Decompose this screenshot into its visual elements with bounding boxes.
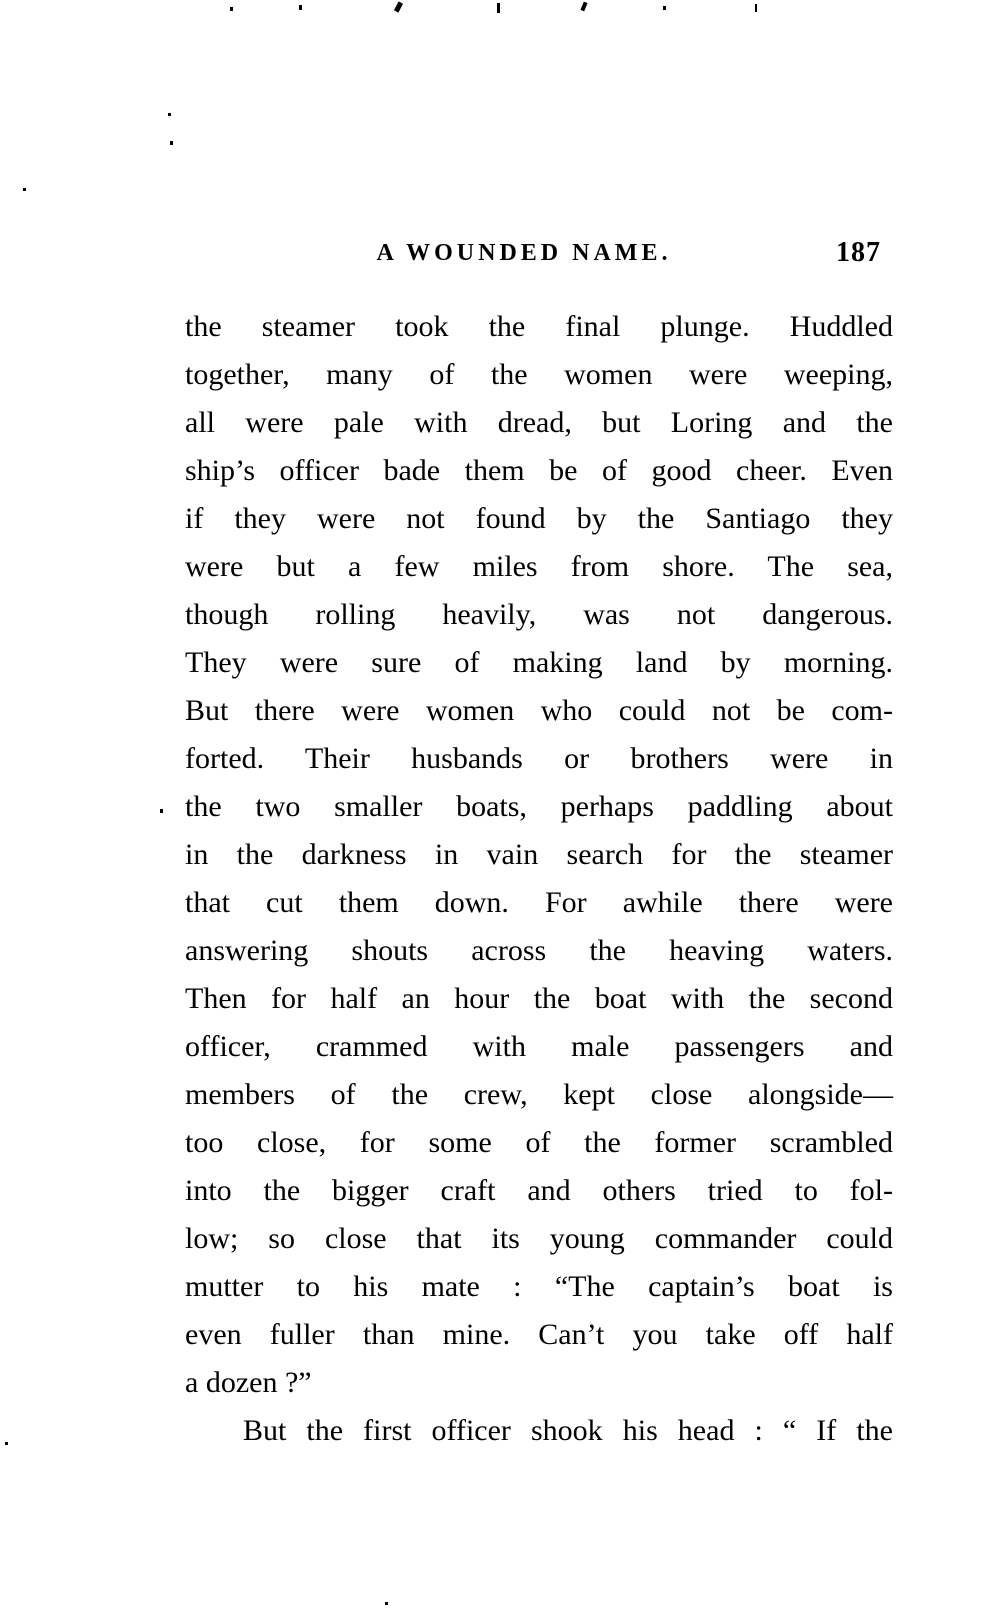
text-line: members of the crew, kept close alongside— (185, 1078, 893, 1111)
scan-speck (663, 6, 666, 10)
scan-speck (230, 7, 233, 11)
scan-speck (5, 1442, 8, 1445)
text-line: in the darkness in vain search for the steamer (185, 838, 893, 871)
scan-speck (497, 3, 500, 13)
scan-speck (755, 4, 757, 12)
scan-speck (385, 1602, 388, 1605)
page-number: 187 (836, 237, 881, 268)
chapter-title: A WOUNDED NAME. (376, 240, 672, 266)
scan-speck (170, 141, 173, 145)
text-line: low; so close that its young commander could (185, 1222, 893, 1255)
text-line: if they were not found by the Santiago they (185, 502, 893, 535)
scan-speck (580, 2, 587, 12)
scan-speck (299, 5, 302, 10)
text-line: though rolling heavily, was not dangerous. (185, 598, 893, 631)
text-line: forted. Their husbands or brothers were in (185, 742, 893, 775)
scan-speck (160, 809, 163, 813)
text-line: were but a few miles from shore. The sea, (185, 550, 893, 583)
text-line: into the bigger craft and others tried to fol- (185, 1174, 893, 1207)
text-line: mutter to his mate : “The captain’s boat is (185, 1270, 893, 1303)
text-line: They were sure of making land by morning. (185, 646, 893, 679)
text-line: all were pale with dread, but Loring and the (185, 406, 893, 439)
text-line-paragraph-end: a dozen ?” (185, 1366, 312, 1399)
scan-speck (168, 113, 171, 116)
text-line: that cut them down. For awhile there were (185, 886, 893, 919)
text-line: officer, crammed with male passengers and (185, 1030, 893, 1063)
text-line: Then for half an hour the boat with the second (185, 982, 893, 1015)
text-line: ship’s officer bade them be of good cheer. Even (185, 454, 893, 487)
text-line: answering shouts across the heaving waters. (185, 934, 893, 967)
text-line: even fuller than mine. Can’t you take off half (185, 1318, 893, 1351)
text-line: But there were women who could not be com- (185, 694, 893, 727)
text-line: the two smaller boats, perhaps paddling about (185, 790, 893, 823)
text-line-paragraph-start: But the first officer shook his head : “ If the (243, 1414, 893, 1447)
running-header (185, 237, 893, 274)
scan-speck (394, 1, 403, 12)
text-line: too close, for some of the former scrambled (185, 1126, 893, 1159)
text-line: the steamer took the final plunge. Huddled (185, 310, 893, 343)
text-line: together, many of the women were weeping, (185, 358, 893, 391)
body-text (185, 303, 893, 1455)
scan-speck (23, 188, 26, 191)
